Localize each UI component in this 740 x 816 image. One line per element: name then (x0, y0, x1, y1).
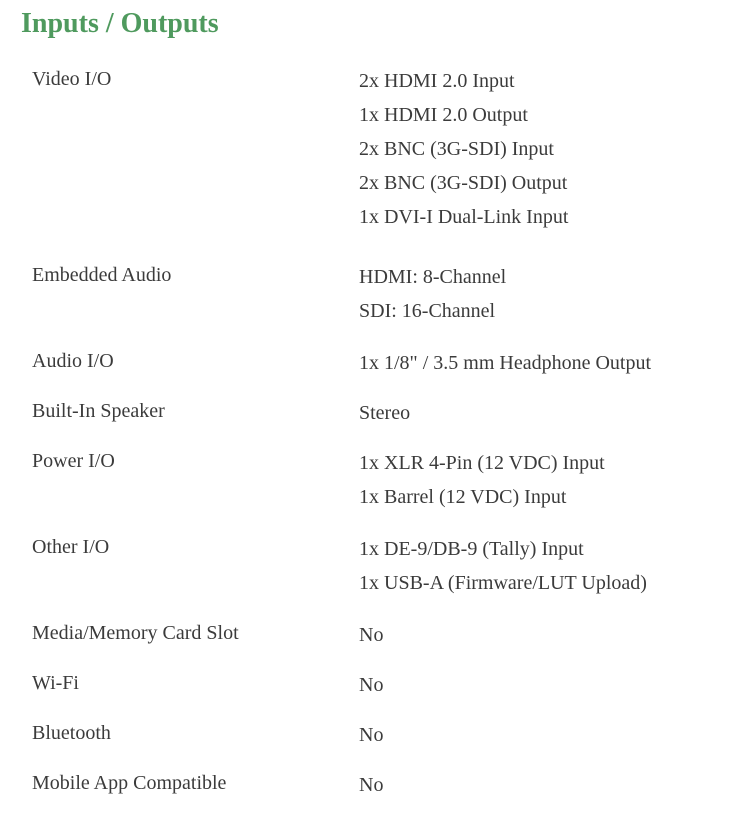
spec-value: 1x DVI-I Dual-Link Input (359, 206, 569, 228)
spec-values (359, 258, 740, 328)
spec-value: 1x 1/8" / 3.5 mm Headphone Output (359, 352, 652, 374)
spec-label: Wi-Fi (32, 672, 79, 694)
spec-label: Audio I/O (32, 350, 114, 372)
spec-row-wifi (0, 666, 740, 716)
spec-value: 1x DE-9/DB-9 (Tally) Input (359, 538, 584, 560)
spec-row-power-io (0, 444, 740, 530)
spec-value: Stereo (359, 402, 411, 424)
spec-values (359, 530, 740, 600)
spec-values (359, 344, 740, 380)
spec-row-embedded-audio (0, 258, 740, 344)
spec-value: SDI: 16-Channel (359, 300, 496, 322)
spec-value: 2x BNC (3G-SDI) Input (359, 138, 554, 160)
spec-label: Other I/O (32, 536, 110, 558)
spec-row-bluetooth (0, 716, 740, 766)
spec-label: Mobile App Compatible (32, 772, 227, 794)
spec-value: HDMI: 8-Channel (359, 266, 507, 288)
spec-values (359, 444, 740, 514)
spec-value: 2x HDMI 2.0 Input (359, 70, 515, 92)
spec-value: No (359, 774, 384, 796)
spec-label: Video I/O (32, 68, 112, 90)
spec-value: No (359, 674, 384, 696)
spec-label: Built-In Speaker (32, 400, 165, 422)
spec-value: No (359, 624, 384, 646)
spec-values (359, 766, 740, 802)
spec-values (359, 394, 740, 430)
spec-row-media-card-slot (0, 616, 740, 666)
spec-label: Media/Memory Card Slot (32, 622, 239, 644)
spec-values (359, 716, 740, 752)
spec-label: Bluetooth (32, 722, 111, 744)
spec-label: Embedded Audio (32, 264, 172, 286)
spec-row-built-in-speaker (0, 394, 740, 444)
spec-label: Power I/O (32, 450, 115, 472)
spec-values (359, 616, 740, 652)
spec-row-video-io (0, 62, 740, 258)
spec-row-other-io (0, 530, 740, 616)
spec-values (359, 62, 740, 234)
spec-table (0, 62, 740, 816)
spec-row-audio-io (0, 344, 740, 394)
spec-row-mobile-app-compatible (0, 766, 740, 816)
spec-value: 1x Barrel (12 VDC) Input (359, 486, 567, 508)
spec-value: 1x USB-A (Firmware/LUT Upload) (359, 572, 647, 594)
spec-value: 1x XLR 4-Pin (12 VDC) Input (359, 452, 605, 474)
spec-value: 1x HDMI 2.0 Output (359, 104, 528, 126)
spec-value: No (359, 724, 384, 746)
spec-values (359, 666, 740, 702)
section-title: Inputs / Outputs (21, 8, 219, 39)
spec-value: 2x BNC (3G-SDI) Output (359, 172, 568, 194)
